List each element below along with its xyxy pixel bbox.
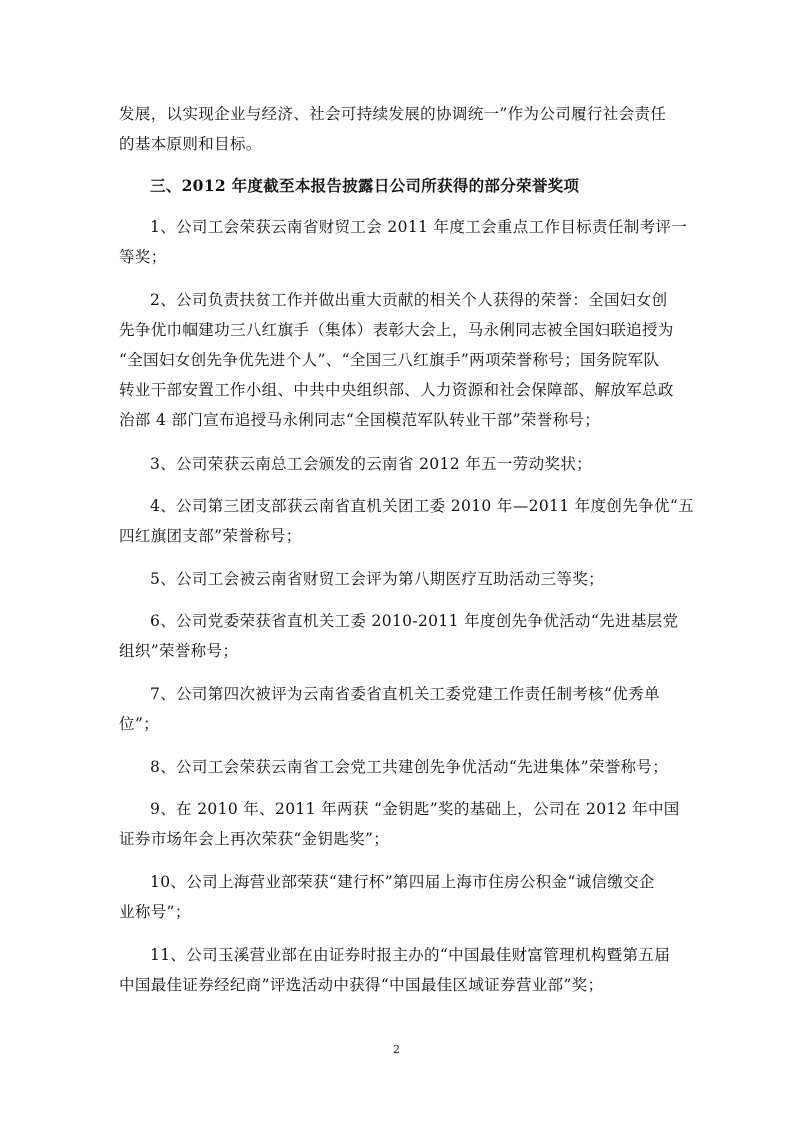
list-item-line: “全国妇女创先争优先进个人”、“全国三八红旗手”两项荣誉称号；国务院军队 [119, 351, 660, 369]
list-item-line: 1、公司工会荣获云南省财贸工会 2011 年度工会重点工作目标责任制考评一 [150, 218, 688, 236]
list-item-line: 4、公司第三团支部获云南省直机关团工委 2010 年—2011 年度创先争优“五 [150, 497, 694, 515]
list-item-line: 11、公司玉溪营业部在由证券时报主办的“中国最佳财富管理机构暨第五届 [150, 946, 671, 964]
list-item-line: 6、公司党委荣获省直机关工委 2010-2011 年度创先争优活动“先进基层党 [150, 612, 679, 630]
list-item-line: 转业干部安置工作小组、中共中央组织部、人力资源和社会保障部、解放军总政 [119, 381, 674, 399]
list-item-line: 8、公司工会荣获云南省工会党工共建创先争优活动“先进集体”荣誉称号； [150, 758, 669, 776]
list-item-line: 四红旗团支部”荣誉称号； [119, 527, 302, 545]
list-item-line: 10、公司上海营业部荣获“建行杯”第四届上海市住房公积金“诚信缴交企 [150, 873, 655, 891]
list-item-line: 位”； [119, 715, 159, 733]
list-item-line: 5、公司工会被云南省财贸工会评为第八期医疗互助活动三等奖； [150, 570, 605, 588]
list-item-line: 业称号”； [119, 903, 191, 921]
list-item-line: 等奖； [119, 248, 167, 266]
list-item-line: 先争优巾帼建功三八红旗手（集体）表彰大会上，马永俐同志被全国妇联追授为 [119, 321, 674, 339]
list-item-line: 组织”荣誉称号； [119, 642, 239, 660]
list-item-line: 7、公司第四次被评为云南省委省直机关工委党建工作责任制考核“优秀单 [150, 685, 660, 703]
list-item-line: 中国最佳证券经纪商”评选活动中获得“中国最佳区域证券营业部”奖； [119, 976, 604, 994]
list-item-line: 2、公司负责扶贫工作并做出重大贡献的相关个人获得的荣誉：全国妇女创 [150, 291, 668, 309]
list-item-line: 证券市场年会上再次荣获“金钥匙奖”； [119, 830, 390, 848]
list-item-line: 9、在 2010 年、2011 年两获 “金钥匙”奖的基础上，公司在 2012 年中国 [150, 800, 680, 818]
list-item-line: 治部 4 部门宣布追授马永俐同志“全国模范军队转业干部”荣誉称号； [119, 411, 601, 429]
section-heading: 三、2012 年度截至本报告披露日公司所获得的部分荣誉奖项 [150, 176, 580, 195]
page-number: 2 [393, 1043, 400, 1056]
intro-line: 的基本原则和目标。 [119, 135, 262, 153]
intro-line: 发展，以实现企业与经济、社会可持续发展的协调统一”作为公司履行社会责任 [119, 105, 667, 123]
list-item-line: 3、公司荣获云南总工会颁发的云南省 2012 年五一劳动奖状； [150, 455, 593, 473]
